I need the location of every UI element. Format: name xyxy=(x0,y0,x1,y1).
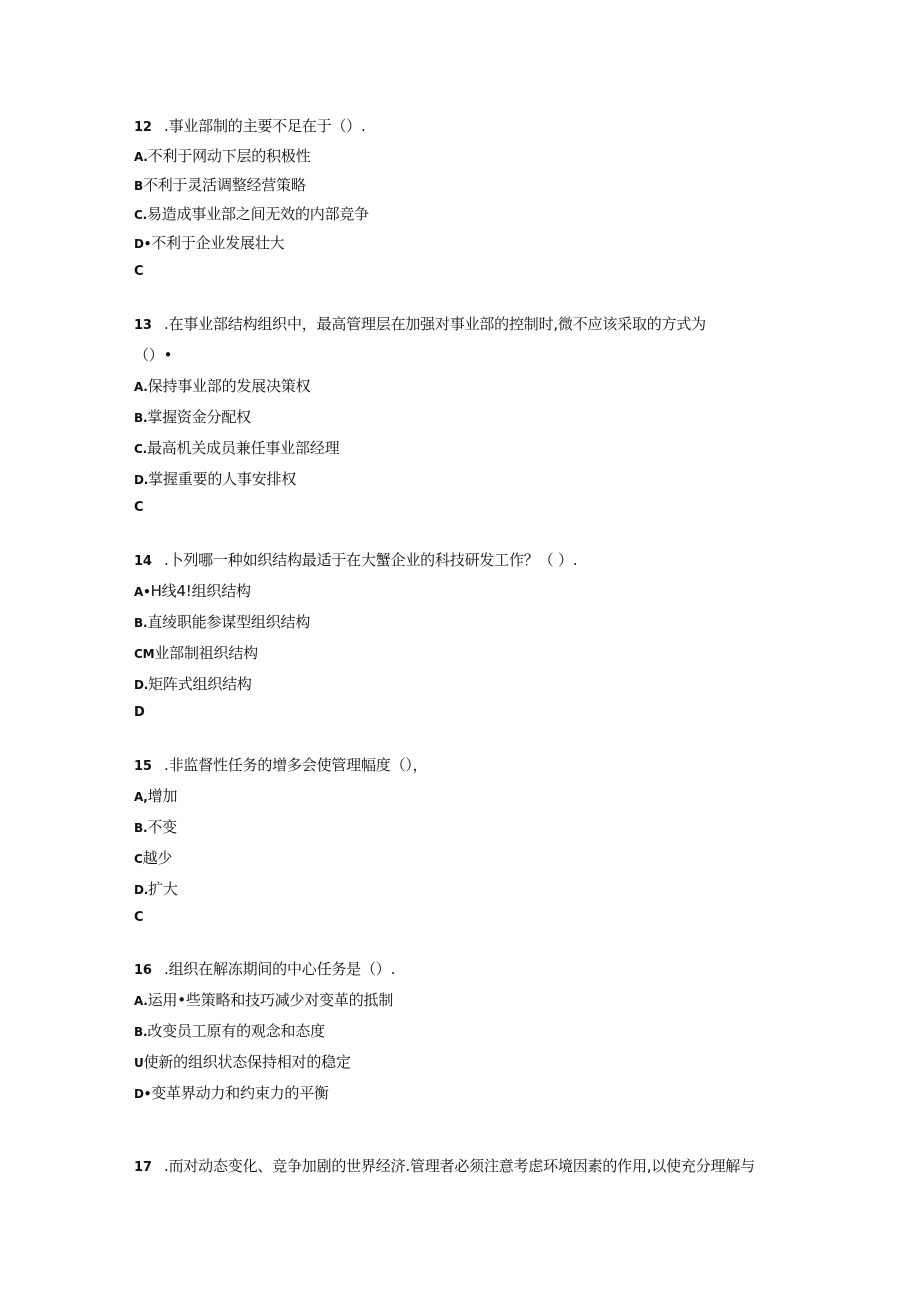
option-text: 不利于灵活调整经营策略 xyxy=(142,176,306,194)
question-16-option-a xyxy=(134,990,393,1011)
question-14-stem xyxy=(134,550,577,572)
question-text: .在事业部结构组织中，最高管理层在加强对事业部的控制时,微不应该采取的方式为 xyxy=(164,315,706,333)
question-17-stem xyxy=(134,1156,755,1178)
question-15-option-b xyxy=(134,817,177,838)
option-text: 不利于网动下层的积极性 xyxy=(147,147,311,165)
option-key: U xyxy=(134,1056,144,1070)
option-text: 变革界动力和约束力的平衡 xyxy=(151,1084,329,1102)
option-key: D• xyxy=(134,237,152,251)
question-number: 14 xyxy=(134,554,152,569)
question-13-answer: C xyxy=(134,500,144,515)
question-16-option-b xyxy=(134,1021,325,1042)
question-12-answer: C xyxy=(134,264,144,279)
option-key: C. xyxy=(134,208,147,222)
question-number: 13 xyxy=(134,318,152,333)
question-text: .卜列哪一种如织结构最适于在大蟹企业的科技研发工作？（ ）. xyxy=(164,551,578,569)
question-16-option-c xyxy=(134,1052,351,1073)
option-key: B xyxy=(134,179,143,193)
question-15-answer: C xyxy=(134,910,144,925)
option-key: D• xyxy=(134,1087,152,1101)
option-text: H线4!组织结构 xyxy=(150,582,251,600)
option-text: 矩阵式组织结构 xyxy=(148,675,252,693)
question-number: 12 xyxy=(134,120,152,135)
question-text: .非监督性任务的增多会使管理幅度（）， xyxy=(164,756,428,774)
question-text: .而对动态变化、竞争加剧的世界经济.管理者必须注意考虑环境因素的作用,以使充分理解与 xyxy=(164,1157,755,1175)
option-key: A. xyxy=(134,380,148,394)
option-text: 不变 xyxy=(147,818,177,836)
option-text: 不利于企业发展壮大 xyxy=(151,234,285,252)
option-key: A. xyxy=(134,994,148,1008)
option-key: B. xyxy=(134,616,148,630)
option-text: 扩大 xyxy=(148,880,178,898)
question-13-stem-continued: （）• xyxy=(134,346,173,364)
question-16-stem xyxy=(134,959,395,981)
option-key: C xyxy=(134,852,143,866)
question-15-option-c xyxy=(134,848,172,869)
question-text: .事业部制的主要不足在于（）. xyxy=(164,117,366,135)
option-key: CM xyxy=(134,647,155,661)
question-14-answer: D xyxy=(134,705,145,720)
option-text: 最高机关成员兼任事业部经理 xyxy=(146,439,340,457)
option-key: B. xyxy=(134,411,148,425)
question-14-option-c xyxy=(134,643,258,664)
option-text: 改变员工原有的观念和态度 xyxy=(147,1022,325,1040)
question-number: 15 xyxy=(134,759,152,774)
question-12-option-d xyxy=(134,233,284,254)
question-15-option-a xyxy=(134,786,177,807)
option-key: A• xyxy=(134,585,151,599)
option-text: 越少 xyxy=(142,849,173,867)
question-13-stem xyxy=(134,314,706,336)
option-key: D. xyxy=(134,883,149,897)
option-text: 使新的组织状态保持相对的稳定 xyxy=(143,1053,351,1071)
question-12-option-c xyxy=(134,204,369,225)
question-13-option-a xyxy=(134,376,310,397)
option-key: B. xyxy=(134,821,148,835)
option-text: 掌握重要的人事安排权 xyxy=(148,470,297,488)
question-12-stem xyxy=(134,116,366,138)
option-key: A, xyxy=(134,790,148,804)
question-number: 17 xyxy=(134,1160,152,1175)
question-13-option-c xyxy=(134,438,339,459)
option-text: 掌握资金分配权 xyxy=(147,408,251,426)
option-key: A. xyxy=(134,150,148,164)
question-14-option-a xyxy=(134,581,251,602)
option-key: B. xyxy=(134,1025,148,1039)
question-12-option-b xyxy=(134,175,306,196)
option-text: 业部制祖织结构 xyxy=(154,644,258,662)
question-13-option-d xyxy=(134,469,296,490)
question-13-option-b xyxy=(134,407,251,428)
option-text: 增加 xyxy=(147,787,178,805)
option-key: D. xyxy=(134,473,149,487)
option-text: 运用•些策略和技巧减少对变革的抵制 xyxy=(147,991,394,1009)
option-key: C. xyxy=(134,442,147,456)
question-15-option-d xyxy=(134,879,178,900)
option-key: D. xyxy=(134,678,149,692)
question-number: 16 xyxy=(134,963,152,978)
option-text: 直绫职能参谋型组织结构 xyxy=(147,613,311,631)
question-14-option-d xyxy=(134,674,252,695)
option-text: 保持事业部的发展决策权 xyxy=(147,377,311,395)
question-16-option-d xyxy=(134,1083,329,1104)
question-14-option-b xyxy=(134,612,310,633)
question-text: .组织在解冻期间的中心任务是（）. xyxy=(164,960,396,978)
question-15-stem xyxy=(134,755,427,777)
question-12-option-a xyxy=(134,146,310,167)
option-text: 易造成事业部之间无效的内部竞争 xyxy=(146,205,369,223)
